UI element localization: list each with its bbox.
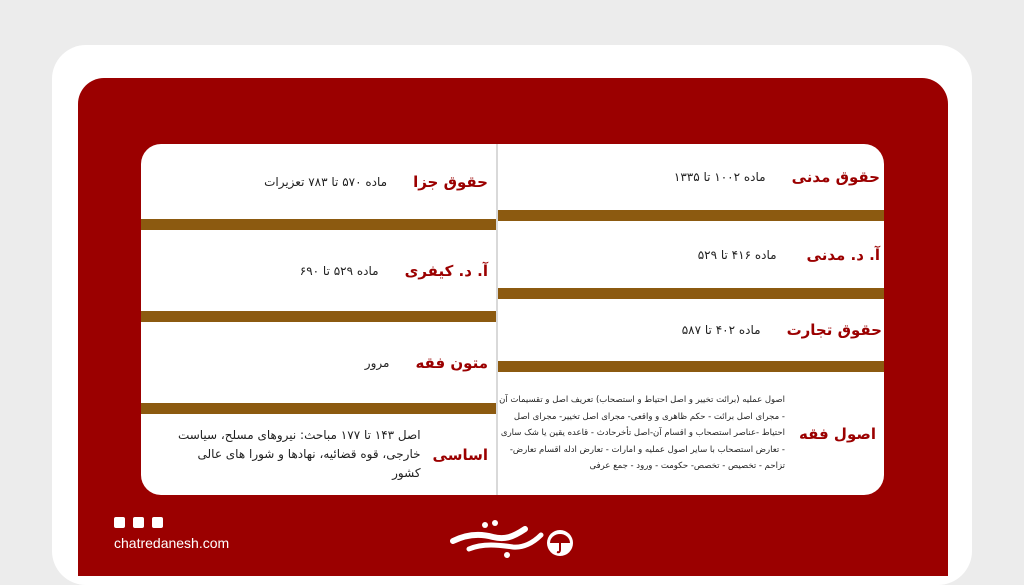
table-row: [498, 144, 884, 210]
chatredanesh-logo: [449, 515, 577, 569]
row-band: [498, 210, 884, 221]
table-row: [141, 414, 496, 495]
menu-dots: [114, 517, 163, 528]
row-band: [498, 288, 884, 299]
row-band: [498, 361, 884, 372]
table-row: [498, 299, 884, 361]
subject-range: ماده ۱۰۰۲ تا ۱۳۳۵: [673, 170, 766, 184]
subject-range: ماده ۴۱۶ تا ۵۲۹: [697, 247, 777, 262]
subject-range: اصل ۱۴۳ تا ۱۷۷ مباحث: نیروهای مسلح، سیاست خارجی، قوه قضائیه، نهادها و شورا های عالی کشور: [177, 428, 421, 480]
subject-label: متون فقه: [415, 353, 488, 372]
website-link[interactable]: chatredanesh.com: [114, 535, 230, 551]
dot: [133, 517, 144, 528]
subject-range: ماده ۴۰۲ تا ۵۸۷: [681, 323, 761, 337]
subject-range: ماده ۵۲۹ تا ۶۹۰: [299, 263, 379, 278]
row-band: [141, 219, 496, 230]
subject-label: حقوق مدنی: [791, 168, 880, 186]
subject-label: حقوق جزا: [413, 172, 488, 191]
schedule-table: [141, 144, 884, 495]
subject-label: حقوق تجارت: [786, 321, 882, 339]
subject-label: اصول فقه: [799, 424, 876, 443]
subject-label: آ. د. مدنی: [806, 245, 880, 264]
table-row: [141, 144, 496, 219]
dot: [114, 517, 125, 528]
row-band: [141, 311, 496, 322]
subject-label: اساسی: [432, 445, 488, 464]
dot: [152, 517, 163, 528]
table-row: [498, 372, 884, 495]
row-band: [141, 403, 496, 414]
subject-range: ماده ۵۷۰ تا ۷۸۳ تعزیرات: [264, 174, 388, 189]
table-row: [141, 230, 496, 311]
table-row: [498, 221, 884, 288]
subject-label: آ. د. کیفری: [404, 261, 488, 280]
table-row: [141, 322, 496, 403]
subject-range: مرور: [364, 355, 390, 370]
subject-range: اصول عملیه (برائت تخییر و اصل احتیاط و استصحاب) تعریف اصل و تقسیمات آن - مجرای اصل برائت - حکم ظاهری و واقعی- مجرای اصل تخییر- مجرای اصل احتیاط -عناصر استصحاب و اقسام آن-اصل تأخرحادث - قاعده یقین یا شک ساری - تعارض استصحاب با سایر اصول عملیه و امارات - تعارض ادله اقسام تعارض- تزاحم - تخصیص - تخصص- حکومت - ورود - جمع عرفی: [499, 395, 785, 472]
